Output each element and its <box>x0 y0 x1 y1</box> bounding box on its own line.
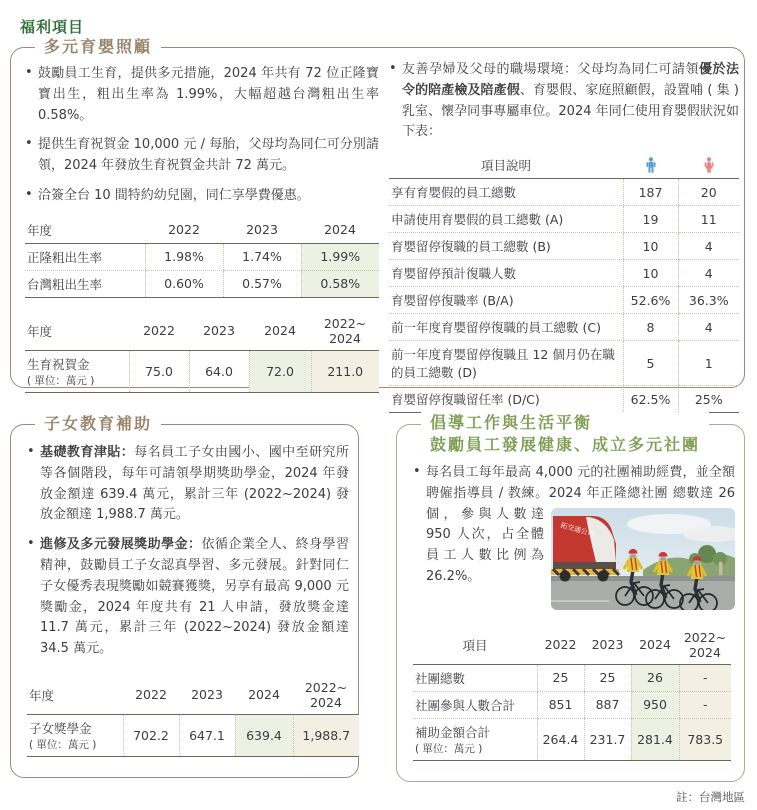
value-cell: 0.60% <box>145 270 223 297</box>
bullet-text: 每名員工子女由國小、國中至研究所等各個階段，每年可請領學期獎助學金，2024 年發放金額達 639.4 萬元，累計三年 (2022~2024) 發放金額達 1,988.7 萬元。 <box>40 445 349 523</box>
value-cell: 211.0 <box>311 350 379 392</box>
value-cell: 0.57% <box>223 270 301 297</box>
education-bullets <box>27 443 349 660</box>
value-cell: 281.4 <box>631 718 679 760</box>
row-label: 育嬰留停復職率 (B/A) <box>389 287 623 314</box>
male-column-header <box>623 152 678 179</box>
female-value: 20 <box>678 179 739 206</box>
column-header: 項目 <box>413 626 537 665</box>
balance-bullet <box>413 463 735 614</box>
value-cell: 26 <box>631 664 679 691</box>
column-header-range <box>679 626 731 665</box>
value-cell: 702.2 <box>123 714 179 756</box>
male-value: 187 <box>623 179 678 206</box>
value-cell: 72.0 <box>249 350 311 392</box>
range-line: 2024 <box>689 644 721 660</box>
column-header-range <box>311 312 379 351</box>
value-cell: 64.0 <box>189 350 249 392</box>
column-header: 2024 <box>249 312 311 351</box>
column-header: 2024 <box>301 217 379 244</box>
row-label <box>413 718 537 760</box>
education-content <box>27 443 349 757</box>
female-column-header <box>678 152 739 179</box>
range-line: 2024 <box>310 694 342 710</box>
bullet-bold-text: 優於法令的陪產檢及陪產假 <box>402 62 739 98</box>
bullet-bold-text: 進修及多元發展獎助學金： <box>40 537 202 553</box>
column-header: 2024 <box>631 626 679 665</box>
row-label-text: 子女獎學金 <box>29 720 92 736</box>
column-header: 年度 <box>25 312 129 351</box>
male-value: 10 <box>623 233 678 260</box>
section-balance-title <box>421 412 709 456</box>
value-cell: 75.0 <box>129 350 189 392</box>
row-unit: ( 單位：萬元 ) <box>29 738 97 751</box>
balance-content <box>413 463 735 761</box>
female-value: 4 <box>678 233 739 260</box>
section-childcare-title: 多元育嬰照顧 <box>35 36 161 58</box>
row-label <box>27 714 123 756</box>
section-education <box>10 414 359 778</box>
cycling-photo-illustration <box>551 508 735 610</box>
male-value: 10 <box>623 260 678 287</box>
value-cell: 950 <box>631 691 679 718</box>
row-unit: ( 單位：萬元 ) <box>415 742 483 755</box>
row-label-text: 生育祝賀金 <box>27 356 90 372</box>
male-value: 5 <box>623 341 678 386</box>
column-header: 年度 <box>27 676 123 715</box>
value-cell: 851 <box>537 691 584 718</box>
value-cell: 1.98% <box>145 243 223 270</box>
value-cell: 1.74% <box>223 243 301 270</box>
column-header: 2022 <box>129 312 189 351</box>
female-icon <box>703 157 715 173</box>
column-header: 2023 <box>179 676 235 715</box>
bullet-item: • 洽簽全台 10 間特約幼兒園，同仁享學費優惠。 <box>25 186 379 207</box>
male-value: 8 <box>623 314 678 341</box>
male-value: 19 <box>623 206 678 233</box>
value-cell: 639.4 <box>235 714 293 756</box>
column-header: 2023 <box>189 312 249 351</box>
row-label: 台灣粗出生率 <box>25 270 145 297</box>
title-line: 鼓勵員工發展健康、成立多元社團 <box>430 435 701 454</box>
female-value: 4 <box>678 260 739 287</box>
footnote: 註：台灣地區 <box>676 790 745 804</box>
childcare-left-column <box>25 64 379 393</box>
scholarship-table <box>27 676 359 757</box>
column-header: 項目說明 <box>389 152 623 179</box>
bullet-bold-text: 基礎教育津貼： <box>40 445 135 460</box>
table-row <box>25 270 379 297</box>
value-cell: 1.99% <box>301 243 379 270</box>
female-value: 4 <box>678 314 739 341</box>
table-row <box>413 718 731 760</box>
bullet-item: • 提供生育祝賀金 10,000 元 / 每胎，父母均為同仁可分別請領，2024 年發放生育祝賀金共計 72 萬元。 <box>25 135 379 177</box>
female-value: 1 <box>678 341 739 386</box>
parental-leave-table <box>389 152 739 413</box>
row-label: 社團參與人數合計 <box>413 691 537 718</box>
value-cell: 887 <box>584 691 631 718</box>
childcare-right-column <box>389 60 739 413</box>
table-header-row <box>25 217 379 244</box>
page-title: 福利項目 <box>20 18 85 37</box>
row-label: 前一年度育嬰留停復職且 12 個月仍在職的員工總數 (D) <box>389 341 623 386</box>
column-header: 年度 <box>25 217 145 244</box>
bullet-text: 依循企業全人、終身學習精神，鼓勵員工子女認真學習、多元發展。針對同仁子女優秀表現獎勵如競賽獲獎，另享有最高 9,000 元獎勵金，2024 年度共有 21 人申請，發放獎金達 11.7 萬元，累計三年 (2022~2024) 發放金額達 34.5 萬元。 <box>40 537 349 657</box>
section-work-life-balance <box>396 413 745 782</box>
range-line: 2024 <box>329 330 361 346</box>
table-row <box>25 350 379 392</box>
column-header: 2024 <box>235 676 293 715</box>
value-cell: 0.58% <box>301 270 379 297</box>
table-row <box>389 179 739 206</box>
cycling-photo <box>551 508 735 610</box>
range-line: 2022~ <box>323 315 367 331</box>
row-label: 正隆粗出生率 <box>25 243 145 270</box>
bullet-text: 每名員工每年最高 4,000 元的社團補助經費，並全額聘僱指導員 / 教練。2024 年正隆總社團 <box>426 465 735 501</box>
row-unit: ( 單位：萬元 ) <box>27 374 95 387</box>
table-header-row <box>27 676 359 715</box>
value-cell: 264.4 <box>537 718 584 760</box>
column-header: 2022 <box>145 217 223 244</box>
column-header: 2023 <box>223 217 301 244</box>
row-label <box>25 350 129 392</box>
table-header-row <box>389 152 739 179</box>
table-header-row <box>25 312 379 351</box>
bullet-text: 友善孕婦及父母的職場環境：父母均為同仁可請領 <box>402 62 699 77</box>
bullet-item <box>27 443 349 526</box>
table-row <box>389 314 739 341</box>
bullet-text: 總數達 26 個，參與人數達 950 人次，占全體員工人數比例為 26.2%。 <box>426 485 735 584</box>
value-cell: 647.1 <box>179 714 235 756</box>
birth-rate-table <box>25 217 379 298</box>
column-header: 2022 <box>537 626 584 665</box>
female-value: 25% <box>678 386 739 413</box>
row-label-text: 補助金額合計 <box>415 724 491 740</box>
value-cell: 783.5 <box>679 718 731 760</box>
column-header-range <box>293 676 359 715</box>
row-label: 申請使用育嬰假的員工總數 (A) <box>389 206 623 233</box>
table-row <box>413 664 731 691</box>
value-cell: 1,988.7 <box>293 714 359 756</box>
clubs-table <box>413 626 731 761</box>
table-row <box>389 386 739 413</box>
table-header-row <box>413 626 731 665</box>
section-childcare <box>10 37 745 408</box>
male-value: 52.6% <box>623 287 678 314</box>
row-label: 社團總數 <box>413 664 537 691</box>
birth-gift-table <box>25 312 379 393</box>
table-row <box>389 287 739 314</box>
row-label: 育嬰留停復職的員工總數 (B) <box>389 233 623 260</box>
table-row <box>389 233 739 260</box>
table-row <box>413 691 731 718</box>
title-line: 倡導工作與生活平衡 <box>430 413 593 432</box>
table-row <box>389 341 739 386</box>
row-label: 享有育嬰假的員工總數 <box>389 179 623 206</box>
childcare-bullets <box>25 64 379 207</box>
female-value: 36.3% <box>678 287 739 314</box>
bullet-item: • 鼓勵員工生育，提供多元措施，2024 年共有 72 位正隆寶寶出生，粗出生率為 1.99%，大幅超越台灣粗出生率 0.58%。 <box>25 64 379 126</box>
value-cell: - <box>679 691 731 718</box>
value-cell: 25 <box>537 664 584 691</box>
friendly-workplace-bullet <box>389 60 739 143</box>
range-line: 2022~ <box>683 629 727 645</box>
bullet-dot: • <box>413 464 421 479</box>
value-cell: 25 <box>584 664 631 691</box>
column-header: 2022 <box>123 676 179 715</box>
truck-text: 拓交通公司 <box>559 520 596 539</box>
table-row <box>389 260 739 287</box>
male-icon <box>645 157 657 173</box>
row-label: 育嬰留停復職留任率 (D/C) <box>389 386 623 413</box>
bullet-item <box>389 60 739 143</box>
table-row <box>389 206 739 233</box>
row-label: 前一年度育嬰留停復職的員工總數 (C) <box>389 314 623 341</box>
female-value: 11 <box>678 206 739 233</box>
row-label: 育嬰留停預計復職人數 <box>389 260 623 287</box>
value-cell: - <box>679 664 731 691</box>
bullet-text: 、育嬰假、家庭照顧假，設置哺 ( 集 ) 乳室、懷孕同事專屬車位。2024 年同仁使用育嬰假狀況如下表： <box>402 82 739 140</box>
table-row <box>27 714 359 756</box>
value-cell: 231.7 <box>584 718 631 760</box>
range-line: 2022~ <box>304 679 348 695</box>
table-row <box>25 243 379 270</box>
column-header: 2023 <box>584 626 631 665</box>
bullet-item <box>27 535 349 660</box>
section-education-title: 子女教育補助 <box>35 413 161 435</box>
male-value: 62.5% <box>623 386 678 413</box>
